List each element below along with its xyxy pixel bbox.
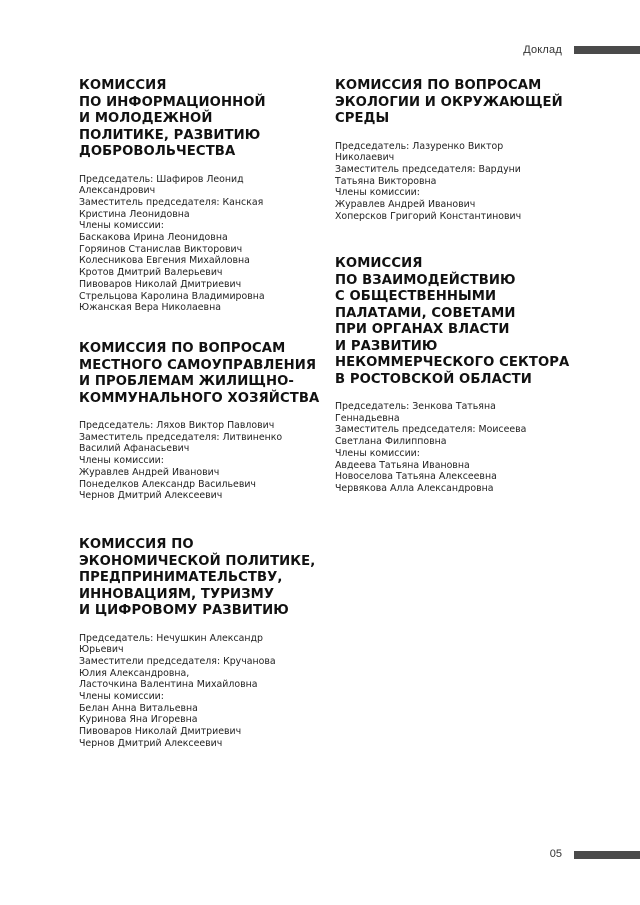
member-line: Председатель: Лазуренко Виктор — [335, 140, 504, 152]
member-line: Журавлев Андрей Иванович — [335, 199, 476, 211]
member-line: Ласточкина Валентина Михайловна — [79, 679, 258, 691]
commission-members — [79, 420, 329, 502]
member-line: Чернов Дмитрий Алексеевич — [79, 737, 223, 749]
member-line: Председатель: Шафиров Леонид — [79, 173, 244, 185]
member-line: Пивоваров Николай Дмитриевич — [79, 726, 242, 738]
member-line: Члены комиссии: — [79, 220, 164, 232]
member-line: Заместитель председателя: Канская — [79, 196, 264, 208]
member-line: Николаевич — [335, 152, 395, 164]
member-line: Хоперсков Григорий Константинович — [335, 210, 522, 222]
member-line: Куринова Яна Игоревна — [79, 714, 198, 726]
header-label: Доклад — [523, 44, 562, 56]
member-line: Светлана Филипповна — [335, 436, 447, 448]
member-line: Южанская Вера Николаевна — [79, 302, 221, 314]
member-line: Юрьевич — [79, 644, 124, 656]
commission-members — [79, 633, 329, 750]
commission-members — [79, 174, 329, 314]
commission-members — [335, 141, 585, 223]
member-line: Белан Анна Витальевна — [79, 702, 198, 714]
member-line: Председатель: Зенкова Татьяна — [335, 401, 496, 412]
commission-title: КОМИССИЯ ПО ВОПРОСАМ МЕСТНОГО САМОУПРАВЛЕНИЯ И ПРОБЛЕМАМ ЖИЛИЩНО- КОММУНАЛЬНОГО ХОЗЯЙСТВА — [79, 341, 320, 406]
member-line: Журавлев Андрей Иванович — [79, 466, 220, 478]
member-line: Понеделков Александр Васильевич — [79, 478, 256, 490]
commission-section — [335, 256, 585, 495]
member-line: Заместитель председателя: Моисеева — [335, 424, 527, 436]
page-number: 05 — [549, 848, 562, 860]
commission-title: КОМИССИЯ ПО ИНФОРМАЦИОННОЙ И МОЛОДЕЖНОЙ ПОЛИТИКЕ, РАЗВИТИЮ ДОБРОВОЛЬЧЕСТВА — [79, 78, 266, 159]
member-line: Колесникова Евгения Михайловна — [79, 255, 250, 267]
member-line: Стрельцова Каролина Владимировна — [79, 290, 265, 302]
commission-section — [79, 341, 329, 502]
commission-section — [335, 78, 585, 222]
member-line: Председатель: Ляхов Виктор Павлович — [79, 420, 275, 431]
member-line: Члены комиссии: — [335, 447, 420, 459]
member-line: Члены комиссии: — [79, 455, 164, 467]
commission-members — [335, 401, 585, 495]
member-line: Кротов Дмитрий Валерьевич — [79, 267, 223, 279]
footer-accent-bar — [574, 851, 640, 859]
member-line: Геннадьевна — [335, 412, 400, 424]
member-line: Александрович — [79, 185, 156, 197]
member-line: Председатель: Нечушкин Александр — [79, 632, 263, 644]
member-line: Червякова Алла Александровна — [335, 482, 494, 494]
member-line: Пивоваров Николай Дмитриевич — [79, 278, 242, 290]
member-line: Кристина Леонидовна — [79, 208, 190, 220]
commission-section — [79, 537, 329, 750]
commission-title: КОМИССИЯ ПО ВОПРОСАМ ЭКОЛОГИИ И ОКРУЖАЮЩЕЙ СРЕДЫ — [335, 78, 563, 126]
member-line: Чернов Дмитрий Алексеевич — [79, 490, 223, 502]
member-line: Баскакова Ирина Леонидовна — [79, 232, 228, 244]
header-accent-bar — [574, 46, 640, 54]
member-line: Юлия Александровна, — [79, 667, 190, 679]
member-line: Заместитель председателя: Вардуни — [335, 163, 521, 175]
member-line: Авдеева Татьяна Ивановна — [335, 459, 470, 471]
member-line: Татьяна Викторовна — [335, 175, 437, 187]
commission-title: КОМИССИЯ ПО ВЗАИМОДЕЙСТВИЮ С ОБЩЕСТВЕННЫМИ ПАЛАТАМИ, СОВЕТАМИ ПРИ ОРГАНАХ ВЛАСТИ И РАЗВИТИЮ НЕКОММЕРЧЕСКОГО СЕКТОРА В РОСТОВСКОЙ ОБЛАСТИ — [335, 256, 570, 387]
member-line: Члены комиссии: — [79, 691, 164, 703]
member-line: Василий Афанасьевич — [79, 443, 190, 455]
commission-title: КОМИССИЯ ПО ЭКОНОМИЧЕСКОЙ ПОЛИТИКЕ, ПРЕДПРИНИМАТЕЛЬСТВУ, ИННОВАЦИЯМ, ТУРИЗМУ И ЦИФРОВОМУ РАЗВИТИЮ — [79, 537, 316, 618]
commission-section — [79, 78, 329, 314]
member-line: Заместитель председателя: Литвиненко — [79, 431, 283, 443]
member-line: Горяинов Станислав Викторович — [79, 243, 243, 255]
member-line: Заместители председателя: Кручанова — [79, 655, 276, 667]
member-line: Новоселова Татьяна Алексеевна — [335, 471, 497, 483]
member-line: Члены комиссии: — [335, 187, 420, 199]
